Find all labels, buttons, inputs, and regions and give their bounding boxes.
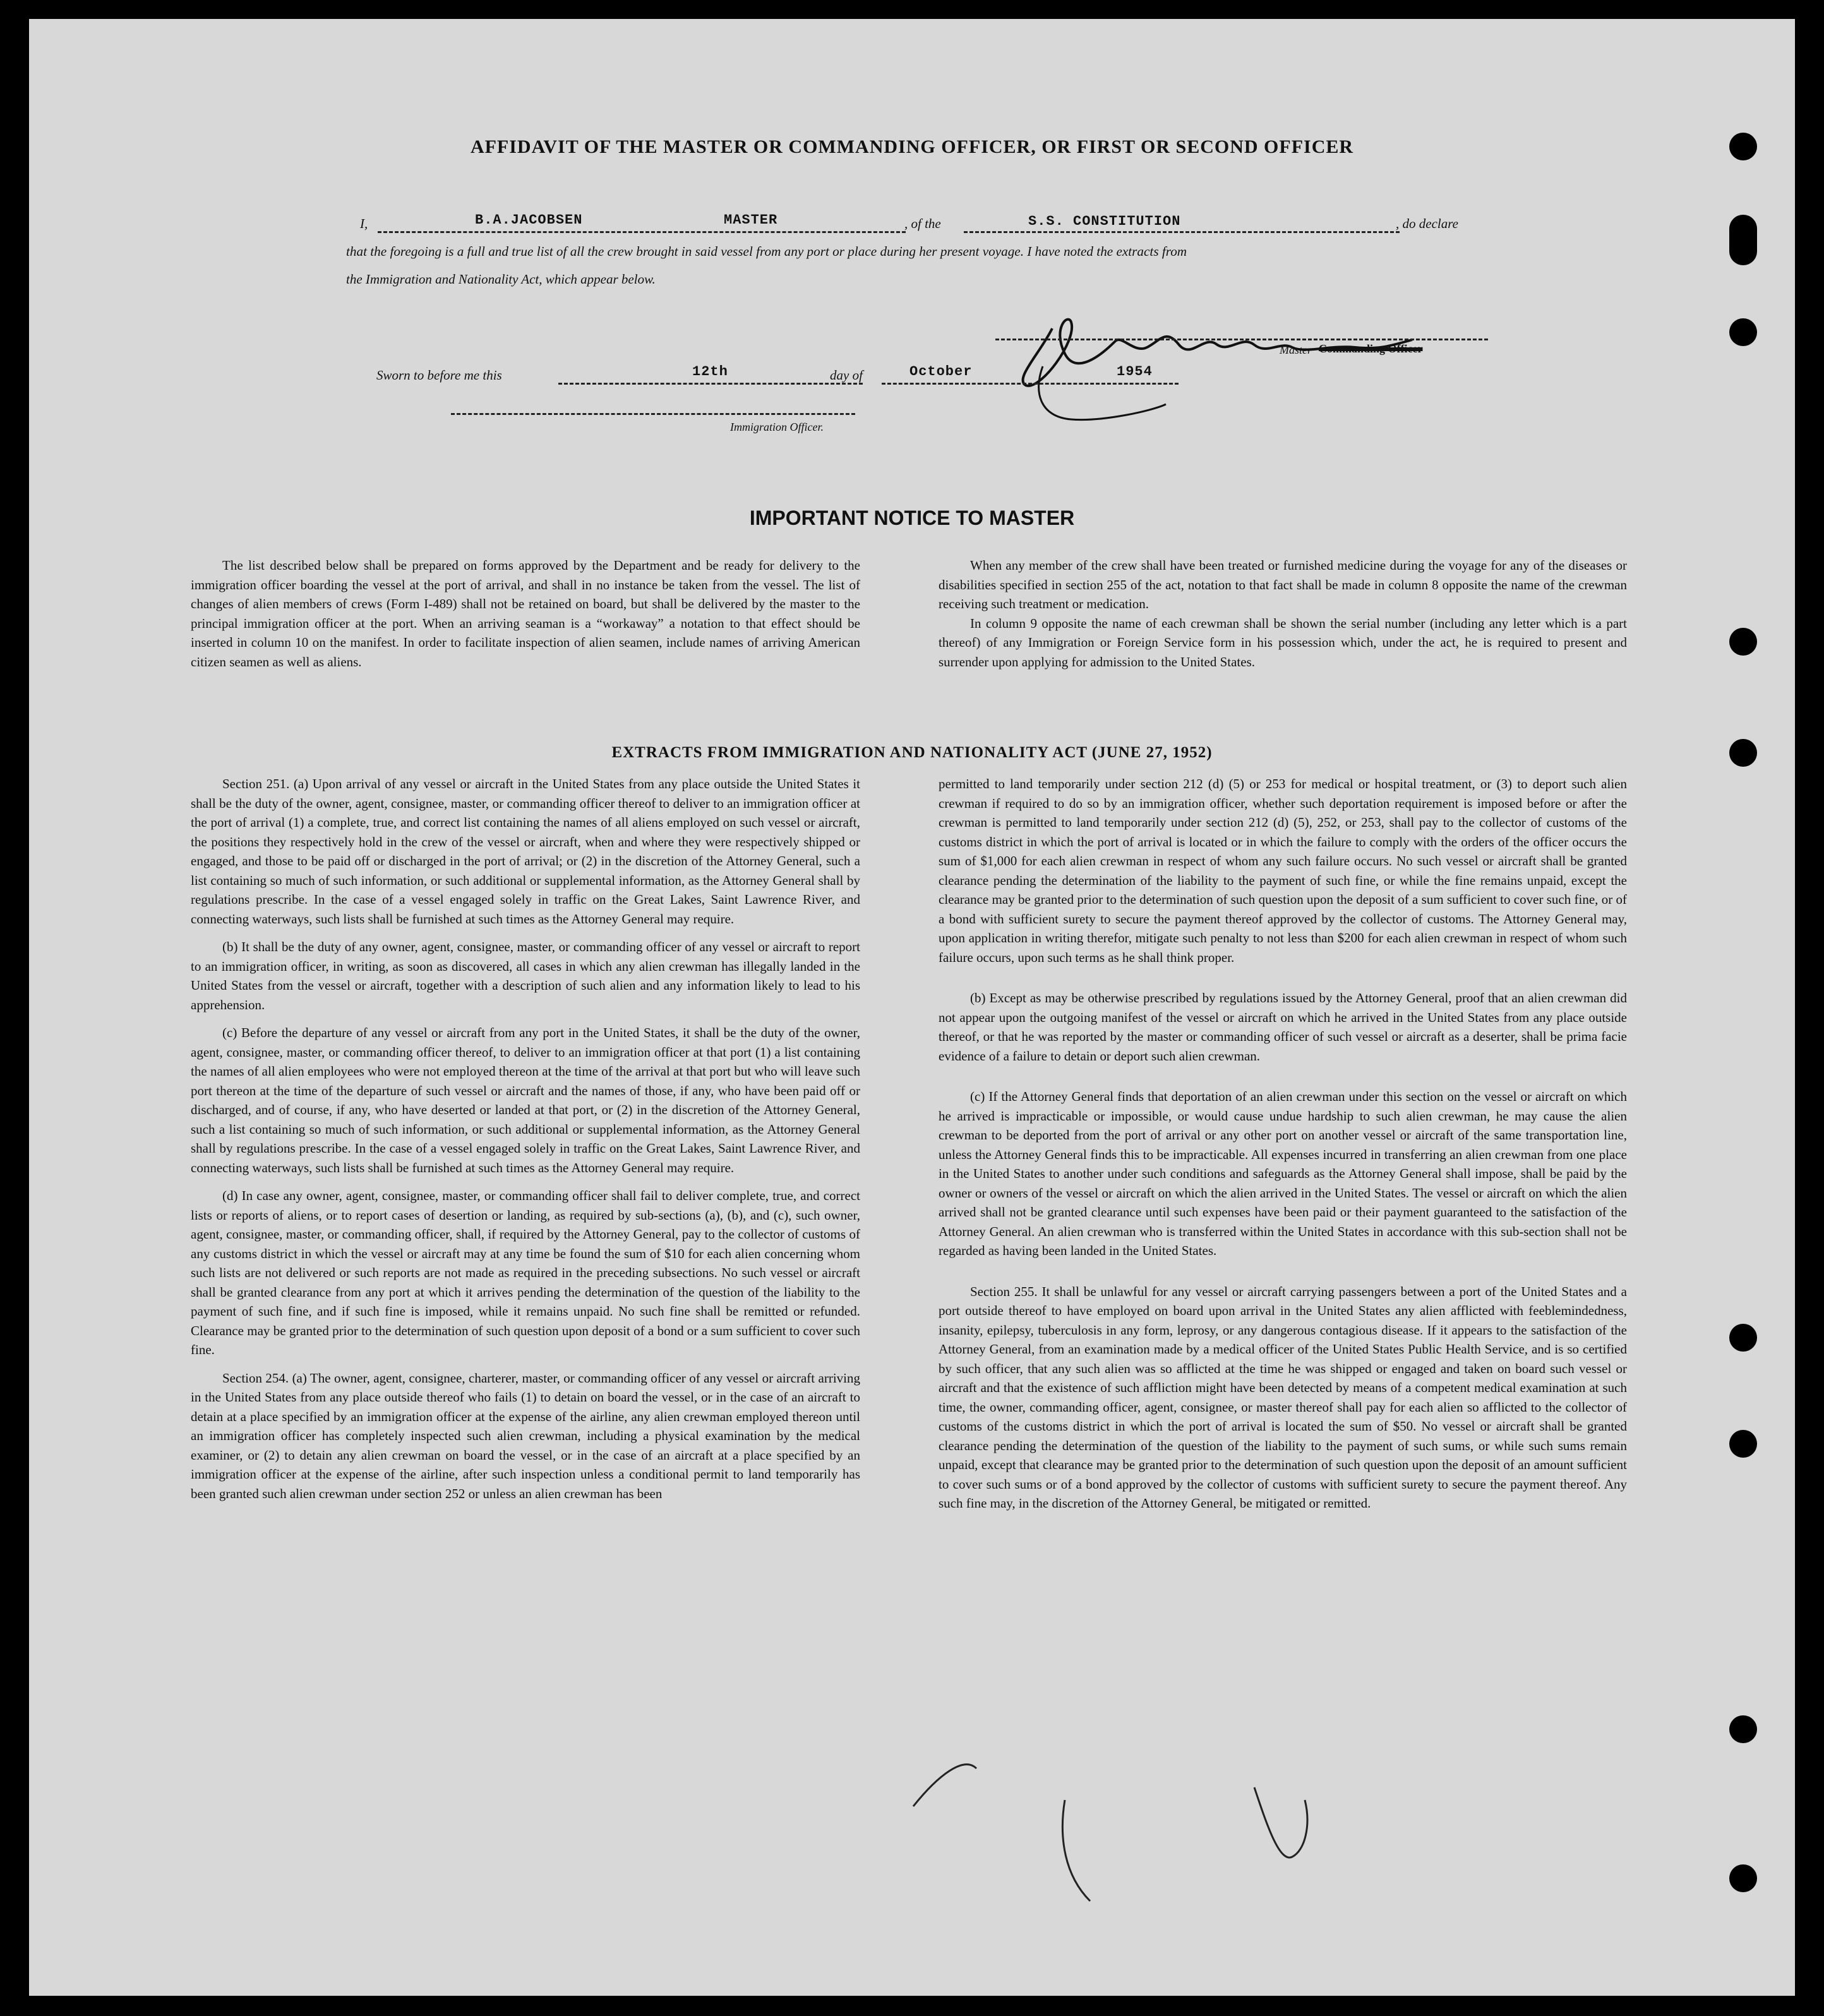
day-of-label: day of (830, 368, 863, 383)
master-signature-line (995, 339, 1488, 340)
affidavit-statement-line2: that the foregoing is a full and true list of all the crew brought in said vessel from any port or place during her present voyage. I have noted the extracts from (346, 244, 1187, 259)
section-paragraph: Section 251. (a) Upon arrival of any vessel or aircraft in the United States from any place outside the United States it shall be the duty of the owner, agent, consignee, master, or commanding officer thereof to deliver to an immigration officer at the port of arrival (1) a complete, true, and correct list containing the names of all aliens employed on such vessel or aircraft, the positions they respectively hold in the crew of the vessel or aircraft, when and where they were respectively shipped or engaged, and those to be paid off or discharged in the port of arrival; or (2) in the discretion of the Attorney General, such a list containing so much of such information, or such additional or supplemental information, as the Attorney General shall by regulations prescribe. In the case of a vessel engaged solely in traffic on the Great Lakes, Saint Lawrence River, and connecting waterways, such lists shall be furnished at such times as the Attorney General may require. (191, 776, 860, 927)
immigration-officer-caption: Immigration Officer. (730, 421, 824, 433)
punch-hole (1729, 1324, 1757, 1352)
notice-right-column (939, 556, 1627, 680)
sworn-month-line (882, 383, 1179, 385)
master-caption: Master (1280, 344, 1312, 356)
notice-right-paragraph: In column 9 opposite the name of each crewman shall be shown the serial number (including any letter which is a part thereof) of any Immigration or Foreign Service form in his possession which, under the act, he is required to present and surrender upon applying for admission to the United States. (939, 615, 1627, 669)
section-paragraph: Section 255. It shall be unlawful for any vessel or aircraft carrying passengers between a port of the United States and a port outside thereof to have employed on board upon arrival in the United States any alien afflicted with feeblemindedness, insanity, epilepsy, tuberculosis in any form, leprosy, or any dangerous contagious disease. If it appears to the satisfaction of the Attorney General, from an examination made by a medical officer of the United States Public Health Service, and is so certified by such officer, that any such alien was so afflicted at the time he was shipped or engaged and taken on board such vessel or aircraft and that the existence of such affliction might have been detected by means of a competent medical examination at such time, the owner, commanding officer, agent, consignee, or master thereof shall pay for each alien so afflicted to the collector of customs of the customs district in which the port of arrival is located the sum of $50. No vessel or aircraft shall be granted clearance pending the determination of the question of the liability to the payment of such sums, or while such sums remain unpaid, except that clearance may be granted prior to the determination of such question upon the deposit of an amount sufficient to cover such sums or of a bond approved by the collector of customs with sufficient surety to secure the payment thereof. Any such fine may, in the discretion of the Attorney General, be mitigated or remitted. (939, 1283, 1627, 1511)
master-signature (976, 284, 1419, 429)
affidavit-i-label: I, (360, 216, 368, 231)
punch-hole (1729, 628, 1757, 656)
of-the-label: , of the (904, 216, 941, 231)
punch-hole (1729, 1430, 1757, 1458)
notice-heading: IMPORTANT NOTICE TO MASTER (749, 507, 1075, 529)
punch-hole (1729, 215, 1757, 265)
master-name: B.A.JACOBSEN (475, 212, 583, 228)
sworn-label: Sworn to before me this (376, 368, 502, 383)
document-page (29, 19, 1795, 1996)
affidavit-statement-line3: the Immigration and Nationality Act, which appear below. (346, 272, 656, 287)
notice-left-paragraph: The list described below shall be prepared on forms approved by the Department and be ready for delivery to the immigration officer boarding the vessel at the port of arrival, and shall in no instance be taken from the vessel. The list of changes of alien members of crews (Form I-489) shall not be retained on board, but shall be delivered by the master to the principal immigration officer at the port. When an arriving seaman is a “workaway” a notation to that effect should be inserted in column 10 on the manifest. In order to facilitate inspection of alien seamen, include names of arriving American citizen seamen as well as aliens. (191, 558, 860, 669)
affidavit-heading: AFFIDAVIT OF THE MASTER OR COMMANDING OFFICER, OR FIRST OR SECOND OFFICER (470, 136, 1354, 157)
extracts-right-column (939, 774, 1627, 1522)
extracts-heading: EXTRACTS FROM IMMIGRATION AND NATIONALITY ACT (JUNE 27, 1952) (611, 744, 1213, 761)
punch-hole (1729, 1864, 1757, 1892)
punch-hole (1729, 1715, 1757, 1743)
section-paragraph: (c) If the Attorney General finds that deportation of an alien crewman under this section on the vessel or aircraft on which he arrived is impracticable or impossible, or would cause undue hardship to such alien crewman, he may cause the alien crewman to be deported from the port of arrival or any other port on another vessel or aircraft of the same transportation line, unless the Attorney General finds this to be impracticable. All expenses incurred in transferring an alien crewman from one place in the United States to another under such conditions and safeguards as the Attorney General shall impose, shall be paid by the owner or owners of the vessel or aircraft on which the alien arrived in the United States. The vessel or aircraft on which the alien arrived shall not be granted clearance until such expenses have been paid or their payment guaranteed to the satisfaction of the Attorney General. An alien crewman who is transferred within the United States in accordance with this sub-section shall not be regarded as having been landed in the United States. (939, 1089, 1627, 1258)
sworn-day-line (558, 383, 863, 385)
immigration-officer-line (451, 413, 855, 415)
extracts-left-column (191, 774, 860, 1512)
pen-scribble (901, 1749, 1343, 1939)
section-paragraph: (d) In case any owner, agent, consignee, master, or commanding officer shall fail to deliver complete, true, and correct lists or reports of aliens, or to report cases of desertion or landing, as required by sub-sections (a), (b), and (c), such owner, agent, consignee, master, or commanding officer, shall, if required by the Attorney General, pay to the collector of customs of any customs district in which the vessel or aircraft may at any time be found the sum of $10 for each alien concerning whom such lists are not delivered or such reports are not made as required in the preceding subsections. No such vessel or aircraft shall be granted clearance from any port at which it arrives pending the determination of the question of the liability to the payment of such fine, and if such fine is imposed, while it remains unpaid. No such fine shall be remitted or refunded. Clearance may be granted prior to the determination of such question upon deposit of a bond or a sum sufficient to cover such fine. (191, 1188, 860, 1357)
sworn-year: 1954 (1117, 364, 1153, 380)
punch-hole (1729, 318, 1757, 346)
do-declare-label: , do declare (1396, 216, 1458, 231)
vessel-line (964, 231, 1400, 233)
name-rank-line (378, 231, 906, 233)
section-paragraph: (c) Before the departure of any vessel or aircraft from any port in the United States, it shall be the duty of the owner, agent, consignee, master, or commanding officer thereof, to deliver to an immigration officer at that port (1) a list containing the names of all alien employees who were not employed thereon at the time of the arrival at that port but who will leave such port thereon at the time of the departure of such vessel or aircraft and the names of those, if any, who have been paid off or discharged, and of course, if any, who have deserted or landed at that port, or (2) in the discretion of the Attorney General, such a list containing so much of such information, or such additional or supplemental information, as the Attorney General shall by regulations prescribe. In the case of a vessel engaged solely in traffic on the Great Lakes, Saint Lawrence River, and connecting waterways, such lists shall be furnished at such times as the Attorney General may require. (191, 1025, 860, 1175)
master-rank: MASTER (724, 212, 778, 228)
sworn-month: October (909, 364, 973, 380)
commanding-officer-struck: Commanding Officer (1319, 342, 1423, 355)
section-paragraph: permitted to land temporarily under section 212 (d) (5) or 253 for medical or hospital treatment, or (3) to deport such alien crewman if required to do so by an immigration officer, whether such deportation requirement is imposed before or after the crewman is permitted to land temporarily under section 212 (d) (5), 252, or 253, shall pay to the collector of customs of the customs district in which the port of arrival is located or in which the failure to comply with the orders of the officer occurs the sum of $1,000 for each alien crewman in respect of whom any such failure occurs. No such vessel or aircraft shall be granted clearance pending the determination of the liability to the payment of such fine, or while the fine remains unpaid, except the clearance may be granted prior to the determination of such question upon the deposit of a sum sufficient to cover such fine, or of a bond with sufficient surety to secure the payment thereof approved by the collector of customs. The Attorney General may, upon application in writing therefor, mitigate such penalty to not less than $200 for each alien crewman in respect of whom such failure occurs, upon such terms as he shall think proper. (939, 776, 1627, 965)
section-paragraph: (b) It shall be the duty of any owner, agent, consignee, master, or commanding officer of any vessel or aircraft to report to an immigration officer, in writing, as soon as discovered, all cases in which any alien crewman has illegally landed in the United States from the vessel or aircraft, together with a description of such alien and any information likely to lead to his apprehension. (191, 939, 860, 1012)
vessel-name: S.S. CONSTITUTION (1028, 213, 1181, 229)
sworn-day: 12th (692, 364, 728, 380)
notice-left-column (191, 556, 860, 680)
section-paragraph: Section 254. (a) The owner, agent, consignee, charterer, master, or commanding officer of any vessel or aircraft arriving in the United States from any place outside thereof who fails (1) to detain on board the vessel, or in the case of an aircraft to detain at a place specified by an immigration officer at the expense of the airline, any alien crewman employed thereon until an immigration officer has completely inspected such alien crewman, including a physical examination by the medical examiner, or (2) to detain any alien crewman on board the vessel, or in the case of an aircraft at a place specified by an immigration officer at the expense of the airline, after such inspection unless a conditional permit to land temporarily has been granted such alien crewman under section 252 or unless an alien crewman has been (191, 1370, 860, 1501)
section-paragraph: (b) Except as may be otherwise prescribed by regulations issued by the Attorney General, proof that an alien crewman did not appear upon the outgoing manifest of the vessel or aircraft on which he arrived in the United States from any place outside thereof, or that he was reported by the master or commanding officer of such vessel or aircraft as a deserter, shall be prima facie evidence of a failure to detain or deport such alien crewman. (939, 990, 1627, 1064)
notice-right-paragraph: When any member of the crew shall have been treated or furnished medicine during the voyage for any of the diseases or disabilities specified in section 255 of the act, notation to that fact shall be made in column 8 opposite the name of the crewman receiving such treatment or medication. (939, 558, 1627, 611)
